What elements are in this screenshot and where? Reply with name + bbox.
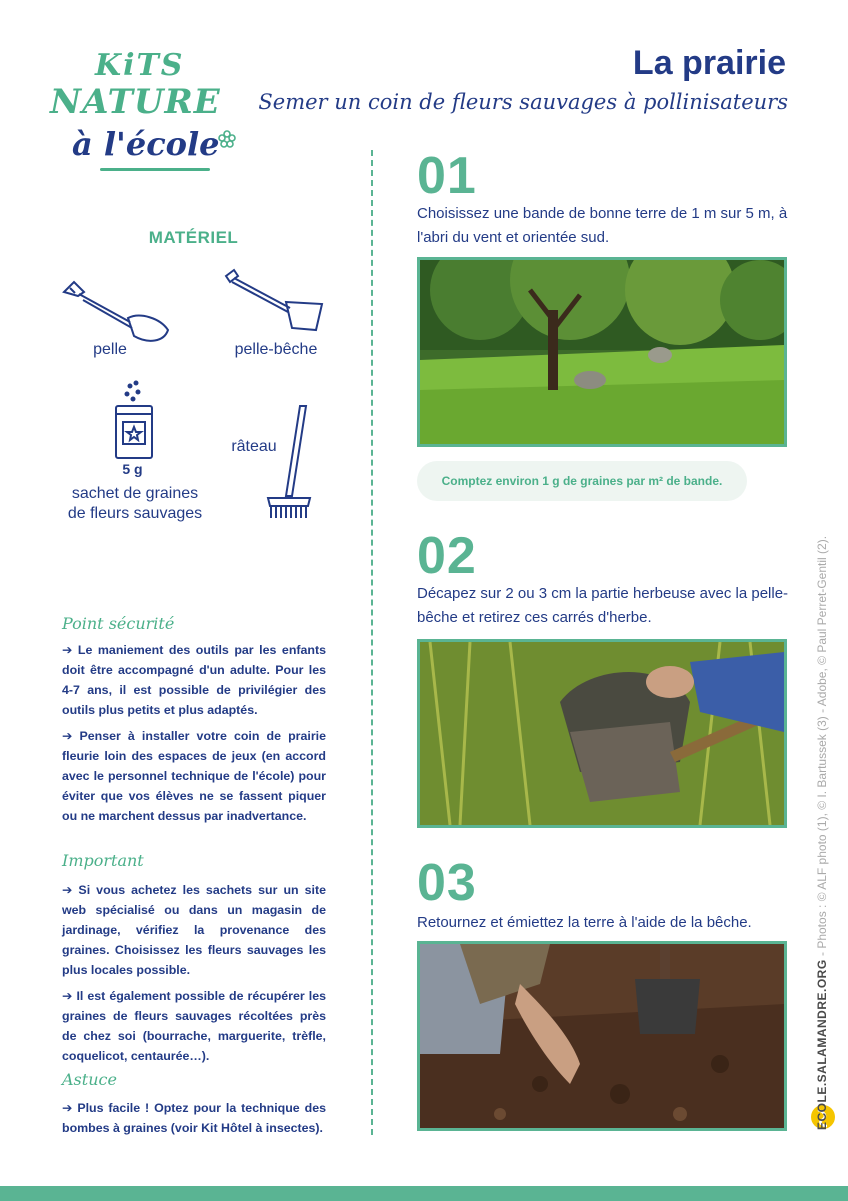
important-item: ➔ Si vous achetez les sachets sur un site web spécialisé ou dans un magasin de jardinage, vérifiez la provenance des graines. Choisissez les fleurs sauvages les plus locales possible. [62,883,326,977]
flower-icon [218,130,236,148]
page-title: La prairie [632,44,786,82]
important-text [62,880,326,1072]
column-divider [371,150,373,1135]
photo-turf-removal [417,639,787,828]
rake-icon [262,404,318,522]
important-heading: Important [62,851,144,870]
astuce-heading: Astuce [62,1070,117,1089]
tool-label-pelle: pelle [93,341,127,358]
security-item: ➔ Le maniement des outils par les enfants doit être accompagné d'un adulte. Pour les 4-7 ans, il est possible de privilégier des outils plus petits et plus adaptés. [62,643,326,717]
logo-line-1: KiTS [95,48,185,83]
page-subtitle: Semer un coin de fleurs sauvages à pollinisateurs [258,90,788,114]
astuce-item: ➔ Plus facile ! Optez pour la technique des bombes à graines (voir Kit Hôtel à insectes). [62,1101,326,1135]
tool-label-sachet-2: de fleurs sauvages [67,505,203,522]
photo-soil-digging [417,941,787,1131]
step-text-03: Retournez et émiettez la terre à l'aide de la bêche. [417,914,752,931]
materiel-title: MATÉRIEL [148,228,239,247]
security-item: ➔ Penser à installer votre coin de prairie fleurie loin des espaces de jeux (en accord avec le personnel technique de l'école) pour éviter que vos élèves ne se fassent piquer ou ne marchent dessus par inadvertance. [62,729,326,823]
shovel-icon [60,278,176,348]
step-number-03: 03 [417,854,477,912]
logo-underline [100,168,210,171]
security-text [62,640,326,832]
tool-label-rateau: râteau [231,438,277,455]
seed-packet-icon [110,380,158,460]
seed-quantity-tip: Comptez environ 1 g de graines par m² de bande. [417,461,747,501]
photo-meadow [417,257,787,447]
credits-brand: ECOLE.SALAMANDRE.ORG [815,959,829,1130]
step-text-01: Choisissez une bande de bonne terre de 1 m sur 5 m, à l'abri du vent et orientée sud. [417,205,788,246]
credits-text: - Photos : © ALF photo (1), © I. Bartussek (3) - Adobe, © Paul Perret-Gentil (2). [815,535,829,960]
step-number-01: 01 [417,147,477,205]
step-number-02: 02 [417,527,477,585]
step-text-02: Décapez sur 2 ou 3 cm la partie herbeuse avec la pelle-bêche et retirez ces carrés d'herbe. [417,585,789,626]
photo-credits [815,400,829,1130]
bottom-band [0,1186,848,1201]
seed-weight: 5 g [122,461,143,477]
important-item: ➔ Il est également possible de récupérer les graines de fleurs sauvages récoltées près de chez soi (bourrache, marguerite, trèfle, coquelicot, centaurée…). [62,989,326,1063]
spade-icon [222,268,332,338]
logo-line-2: NATURE [50,82,221,122]
kits-nature-logo [40,40,255,190]
logo-line-3: à l'école [72,125,220,163]
security-heading: Point sécurité [62,614,175,633]
astuce-text [62,1098,326,1144]
tool-label-pelle-beche: pelle-bêche [234,341,318,358]
tool-label-sachet-1: sachet de graines [71,485,199,502]
